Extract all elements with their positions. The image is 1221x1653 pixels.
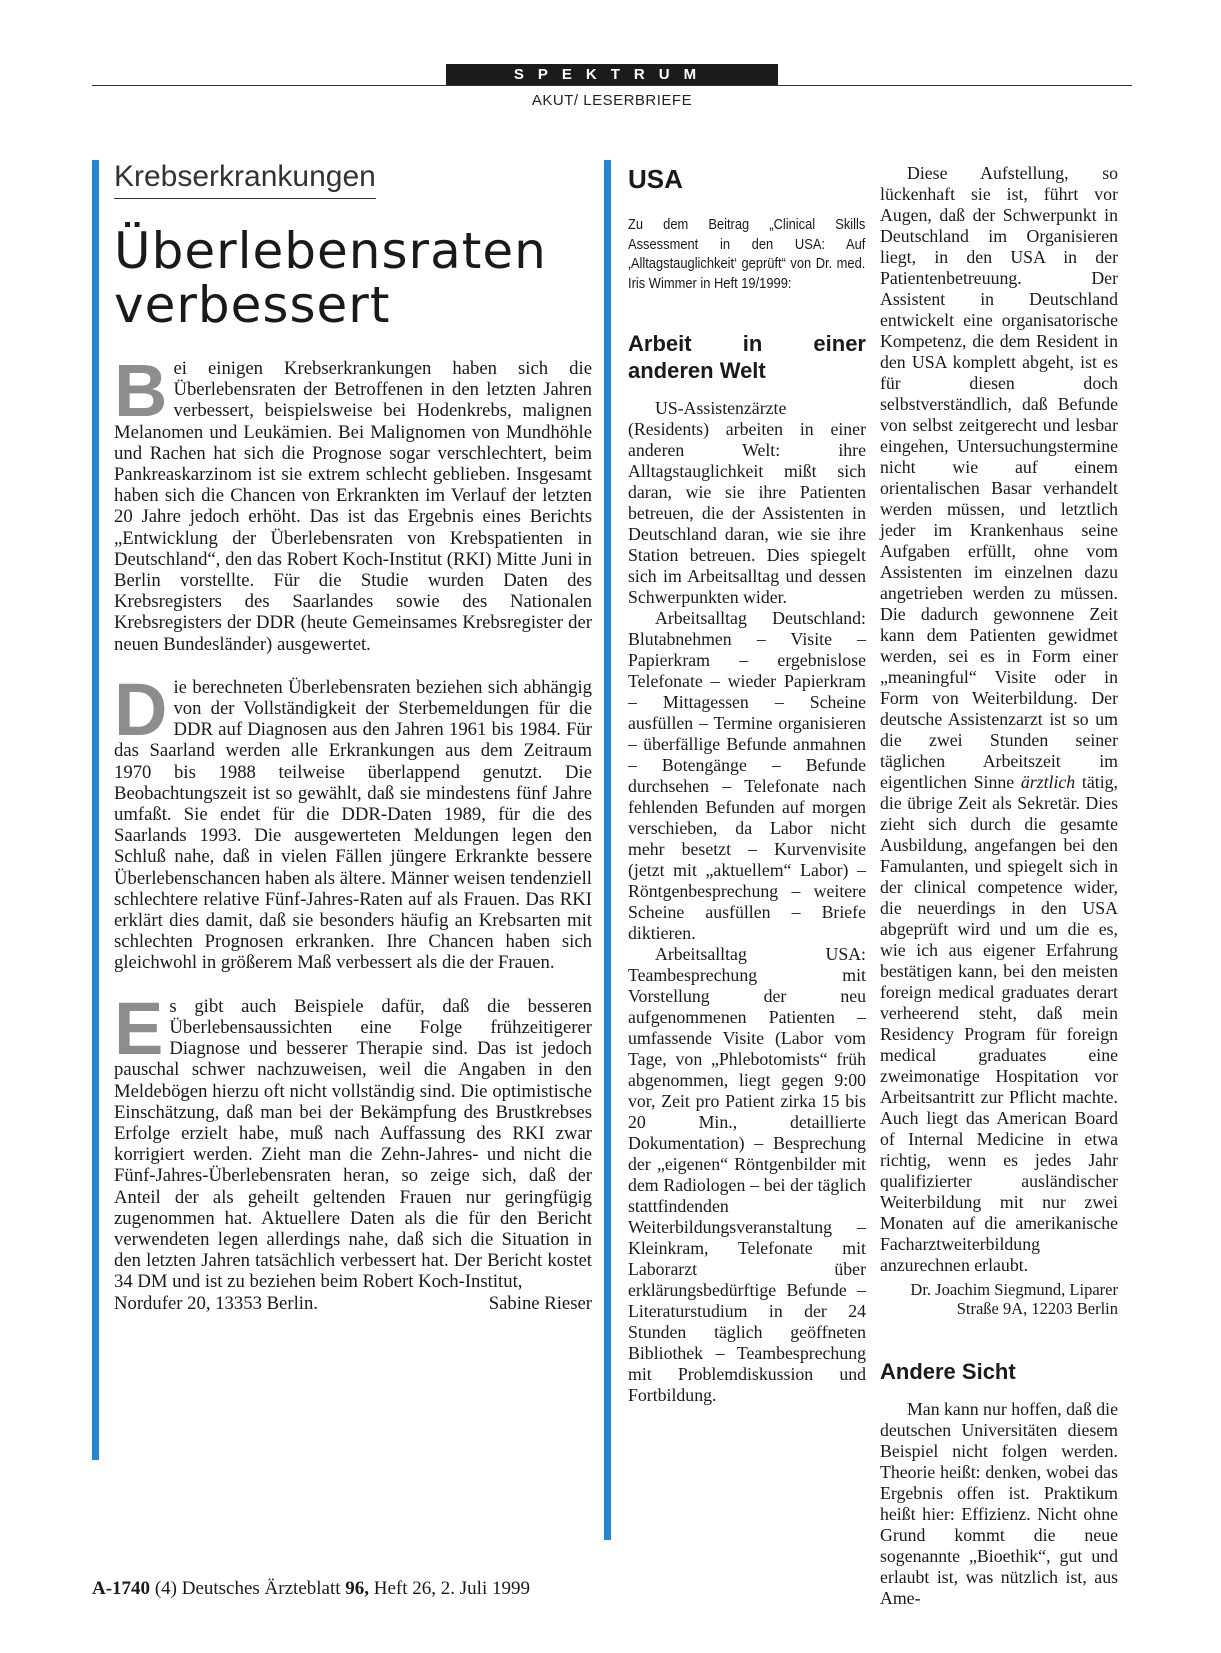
letter1-paragraph-2: Arbeitsalltag Deutschland: Blutabnehmen – Visite – Papierkram – ergebnislose Telefonate – wieder Papierkram – Mittagessen – Scheine ausfüllen – Termine organisieren – überfällige Befunde anmahnen – Botengänge – Befunde durchsehen – Telefonate nach fehlenden Befunden auf morgen verschieben, da Labor nicht mehr besetzt – Kurvenvisite (jetzt mit „aktuellem“ Labor) – Röntgenbesprechung – weitere Scheine ausfüllen – Briefe diktieren. (628, 608, 866, 943)
letter2-title: Andere Sicht (880, 1359, 1016, 1384)
letters-intro: Zu dem Beitrag „Clinical Skills Assessment in den USA: Auf ‚Alltagstauglichkeit‘ geprüft“ von Dr. med. Iris Wimmer in Heft 19/1999: (628, 216, 866, 292)
article-accent-bar (92, 160, 99, 1460)
page-number: A-1740 (92, 1578, 151, 1599)
article-paragraph-1: Bei einigen Krebserkrankungen haben sich die Überlebensraten der Betroffenen in den letzten Jahren verbessert, beispielsweise bei Hodenkrebs, malignen Melanomen und Leukämien. Bei Malignomen von Mundhöhle und Rachen hat sich die Prognose sogar verschlechtert, beim Pankreaskarzinom ist sie extrem schlecht geblieben. Insgesamt haben sich die Chancen von Erkrankten im Verlauf der letzten 20 Jahre jedoch erhöht. Das ist das Ergebnis eines Berichts „Entwicklung der Überlebensraten von Krebspatienten in Deutschland“, den das Robert Koch-Institut (RKI) Mitte Juni in Berlin vorstellte. Für die Studie wurden Daten des Krebsregisters des Saarlandes sowie des Nationalen Krebsregisters der DDR (heute Gemeinsames Krebsregister der neuen Bundesländer) ausgewertet. (114, 349, 592, 655)
article-author: Sabine Rieser (488, 1292, 592, 1314)
letters-column-middle (628, 330, 866, 1406)
article-byline-row (114, 1293, 592, 1314)
article-address-end: Nordufer 20, 13353 Berlin. (114, 1292, 318, 1314)
article-title (114, 224, 584, 332)
article-rubric: Krebserkrankungen (114, 160, 376, 199)
article-title-line-1: Überlebensraten (114, 222, 547, 280)
letters-accent-bar (604, 160, 611, 1540)
letters-section-title: USA (628, 164, 683, 194)
drop-cap-b: B (114, 349, 168, 432)
drop-cap-e: E (114, 986, 164, 1070)
subsection-label: AKUT/ LESERBRIEFE (531, 92, 693, 109)
letter1-signature: Dr. Joachim Siegmund, Liparer Straße 9A, 12203 Berlin (910, 1280, 1118, 1318)
letter2-paragraph-1: Man kann nur hoffen, daß die deutschen Universitäten diesem Beispiel nicht folgen werden. Theorie heißt: denken, wobei das Ergebnis offen ist. Praktikum heißt hier: Effizienz. Nicht ohne Grund kommt die neue sogenannte „Bioethik“, gut und erlaubt ist, was nützlich ist, aus Ame- (880, 1399, 1119, 1608)
section-banner: SPEKTRUM (446, 64, 778, 86)
letter1-title: Arbeit in einer anderen Welt (628, 331, 866, 383)
drop-cap-d: D (114, 667, 168, 751)
letters-column-right (880, 163, 1118, 1609)
article-paragraph-2: Die berechneten Überlebensraten beziehen sich abhängig von der Vollständigkeit der Sterbemeldungen für die DDR auf Diagnosen aus den Jahren 1961 bis 1984. Für das Saarland werden alle Erkrankungen aus dem Zeitraum 1970 bis 1988 teilweise überlappend genutzt. Die Beobachtungszeit ist so gewählt, daß sie mindestens fünf Jahre umfaßt. Sie endet für die DDR-Daten 1989, für die des Saarlands 1993. Die ausgewerteten Meldungen legen den Schluß nahe, daß in vielen Fällen jüngere Erkrankte bessere Überlebenschancen haben als ältere. Männer weisen tendenziell schlechtere relative Fünf-Jahres-Raten auf als Frauen. Das RKI erklärt dies damit, daß sie besonders häufig an Krebsarten mit schlechten Prognosen erkranken. Ihre Chancen haben sich gleichwohl in größerem Maß verbessert als die der Frauen. (114, 667, 592, 974)
article-body (114, 349, 592, 1314)
page-footer (92, 1578, 530, 1600)
letter1-paragraph-1: US-Assistenzärzte (Residents) arbeiten in einer anderen Welt: ihre Alltagstauglichkeit mißt sich daran, wie sie ihre Patienten betreuen, die der Assistenten in Deutschland daran, wie sie ihre Station betreuen. Dies spiegelt sich im Arbeitsalltag und dessen Schwerpunkten wider. (628, 398, 866, 607)
article-title-line-2: verbessert (114, 276, 391, 334)
footer-issue: Heft 26, 2. Juli 1999 (373, 1578, 530, 1599)
letter1-paragraph-4: Diese Aufstellung, so lückenhaft sie ist, führt vor Augen, daß der Schwerpunkt in Deutschland im Organisieren liegt, in den USA in der Patientenbetreuung. Der Assistent in Deutschland entwickelt eine organisatorische Kompetenz, die dem Resident in den USA komplett abgeht, ist es für diesen doch selbstverständlich, daß Befunde von selbst zeitgerecht und lesbar eingehen, Untersuchungstermine nicht wie auf einem orientalischen Basar verhandelt werden müssen, und letztlich jeder im Krankenhaus seine Aufgaben erfüllt, ohne vom Assistenten im einzelnen dazu angetrieben werden zu müssen. Die dadurch gewonnene Zeit kann dem Patienten gewidmet werden, sei es in Form einer „meaningful“ Visite oder in Form von Weiterbildung. Der deutsche Assistenzarzt ist so um die zwei Stunden seiner täglichen Arbeitszeit im eigentlichen Sinne ärztlich tätig, die übrige Zeit als Sekretär. Dies zieht sich durch die gesamte Ausbildung, angefangen bei den Famulanten, und spiegelt sich in der clinical competence wider, die neuerdings in den USA abgeprüft wird und um die es, wie ich aus eigener Erfahrung bestätigen kann, bei den meisten foreign medical graduates derart verheerend steht, daß mein Residency Program für foreign medical graduates eine zweimonatige Hospitation vor Arbeitsantritt zur Pflicht machte. Auch liegt das American Board of Internal Medicine in etwa richtig, wenn es jedes Jahr qualifizierter ausländischer Weiterbildung mit nur zwei Monaten auf die amerikanische Facharztweiterbildung anzurechnen erlaubt. (880, 163, 1118, 1275)
footer-volume: 96, (345, 1578, 370, 1599)
footer-journal: (4) Deutsches Ärzteblatt (154, 1578, 341, 1599)
letter1-paragraph-3: Arbeitsalltag USA: Teambesprechung mit Vorstellung der neu aufgenommenen Patienten – umfassende Visite (Labor vom Tage, von „Phlebotomists“ früh abgenommen, liegt gegen 9:00 vor, Zeit pro Patient zirka 15 bis 20 Min., detaillierte Dokumentation) – Besprechung der „eigenen“ Röntgenbilder mit dem Radiologen – bei der täglich stattfindenden Weiterbildungsveranstaltung – Kleinkram, Telefonate mit Laborarzt über erklärungsbedürftige Befunde – Literaturstudium in der 24 Stunden täglich geöffneten Bibliothek – Teambesprechung mit Problemdiskussion und Fortbildung. (628, 944, 866, 1405)
header-rule (92, 85, 1132, 86)
article-paragraph-3: Es gibt auch Beispiele dafür, daß die besseren Überlebensaussichten eine Folge frühzeitigerer Diagnose und besserer Therapie sind. Das ist jedoch pauschal schwer nachzuweisen, weil die Angaben in den Meldebögen hierzu oft nicht vollständig sind. Die optimistische Einschätzung, daß man bei der Bekämpfung des Brustkrebses Erfolge erzielt habe, muß nach Auffassung des RKI zwar korrigiert werden. Zieht man die Zehn-Jahres- und nicht die Fünf-Jahres-Überlebensraten heran, so zeige sich, daß der Anteil der als geheilt geltenden Frauen nur geringfügig zugenommen hat. Aktuellere Daten als die für den Bericht verwendeten legen allerdings nahe, daß sich die Situation in den letzten Jahren tatsächlich verbessert hat. Der Bericht kostet 34 DM und ist zu beziehen beim Robert Koch-Institut, (114, 986, 592, 1293)
